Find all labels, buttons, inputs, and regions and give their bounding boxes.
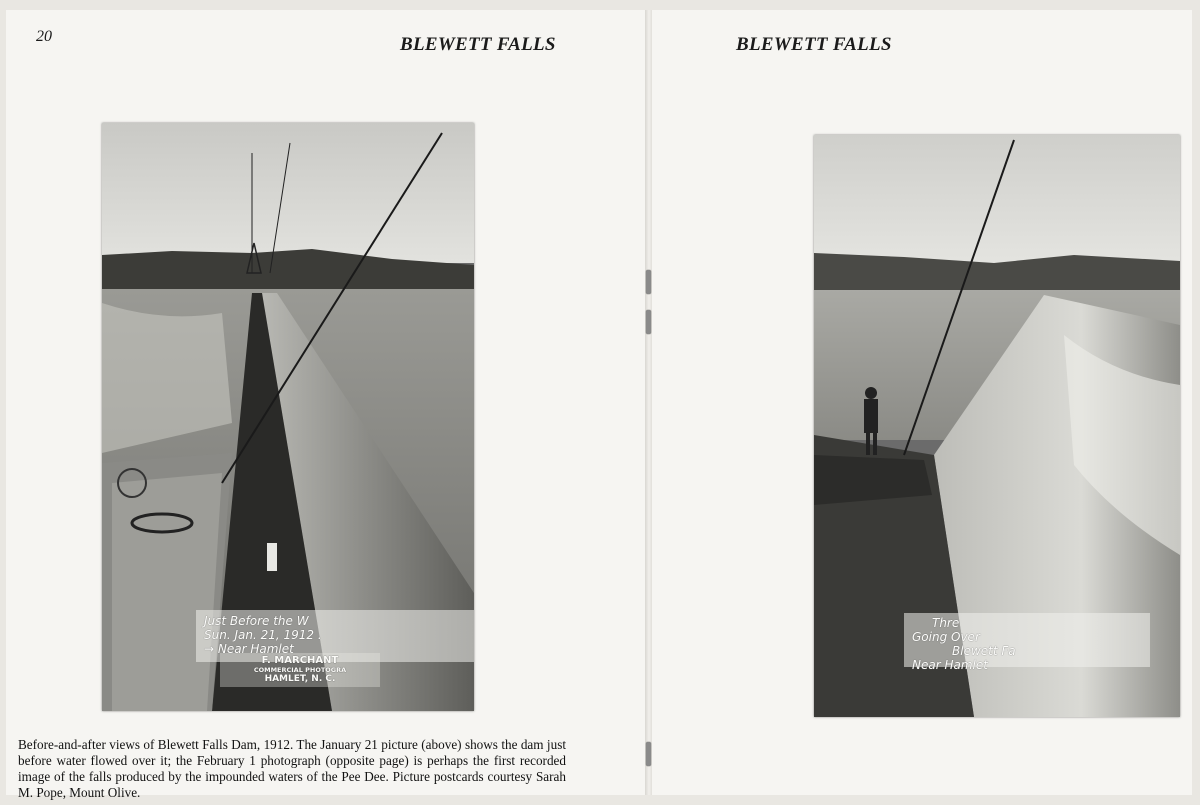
staple-middle bbox=[646, 310, 651, 334]
postcard-label-right-line-1: Thre bbox=[932, 616, 960, 630]
postcard-label-line-3: → Near Hamlet bbox=[204, 642, 294, 656]
postcard-label-right-line-4: Near Hamlet bbox=[912, 658, 988, 672]
postcard-label-line-2: Sun. Jan. 21, 1912 . bbox=[204, 628, 322, 642]
postcard-label-right-line-3: Blewett Fa bbox=[952, 644, 1016, 658]
dam-before-photo bbox=[102, 123, 474, 711]
postcard-label-right bbox=[904, 613, 1150, 672]
staple-bottom bbox=[646, 742, 651, 766]
left-running-head: BLEWETT FALLS bbox=[400, 34, 556, 55]
page-number: 20 bbox=[36, 28, 52, 45]
left-page bbox=[6, 10, 646, 801]
staple-top bbox=[646, 270, 651, 294]
postcard-label-line-1: Just Before the W bbox=[204, 614, 309, 628]
right-page bbox=[652, 10, 1192, 795]
right-running-head: BLEWETT FALLS bbox=[736, 34, 892, 55]
dam-after-photo bbox=[814, 135, 1180, 717]
photographer-stamp bbox=[220, 653, 380, 687]
stamp-place: HAMLET, N. C. bbox=[264, 674, 336, 684]
stamp-name: F. MARCHANT bbox=[261, 655, 339, 666]
stamp-title: COMMERCIAL PHOTOGRA bbox=[253, 666, 347, 674]
photo-caption: Before-and-after views of Blewett Falls Dam, 1912. The January 21 picture (above) shows the dam just before water flowed over it; the February 1 photograph (opposite page) is perhaps the first recorded image of the falls produced by the impounded waters of the Pee Dee. Picture postcards courtesy Sarah M. Pope, Mount Olive. bbox=[18, 737, 566, 801]
postcard-label-right-line-2: Going Over bbox=[912, 630, 980, 644]
